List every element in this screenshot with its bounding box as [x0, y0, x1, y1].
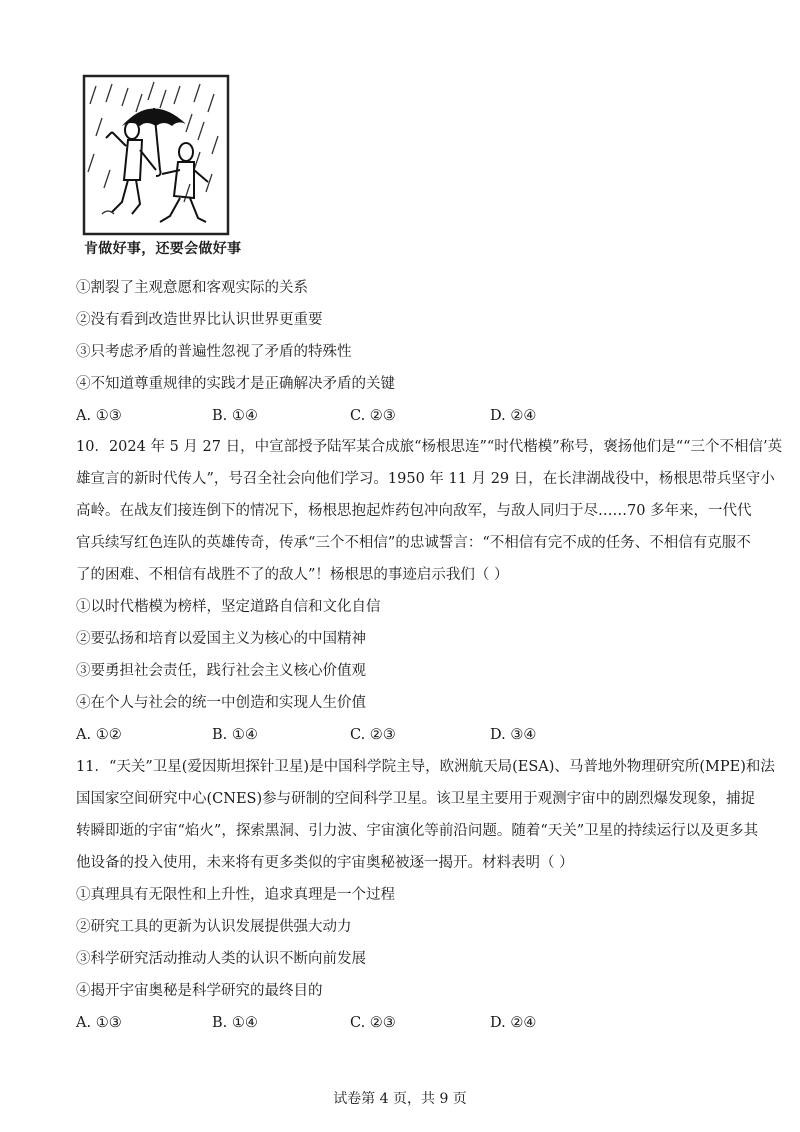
figure-caption: 肯做好事，还要会做好事 [84, 241, 242, 257]
q11-statement-3: ③科学研究活动推动人类的认识不断向前发展 [76, 951, 366, 967]
q11-stem-line-2: 国国家空间研究中心(CNES)参与研制的空间科学卫星。该卫星主要用于观测宇宙中的剧烈爆发现象，捕捉 [76, 791, 756, 807]
q9-choice-b[interactable]: B. ①④ [212, 408, 258, 424]
q10-statement-3: ③要勇担社会责任，践行社会主义核心价值观 [76, 663, 366, 679]
q10-stem-line-4: 官兵续写红色连队的英雄传奇，传承“三个不相信”的忠诚誓言：“不相信有完不成的任务、不相信有克服不 [76, 535, 751, 551]
q11-statement-2: ②研究工具的更新为认识发展提供强大动力 [76, 919, 352, 935]
q11-stem-line-4: 他设备的投入使用，未来将有更多类似的宇宙奥秘被逐一揭开。材料表明（ ） [76, 855, 574, 871]
q10-stem-line-5: 了的困难、不相信有战胜不了的敌人”！杨根思的事迹启示我们（ ） [76, 567, 509, 583]
q10-choice-b[interactable]: B. ①④ [212, 727, 258, 743]
q11-choice-b[interactable]: B. ①④ [212, 1015, 258, 1031]
q10-choice-d[interactable]: D. ③④ [490, 727, 537, 743]
q9-choice-c[interactable]: C. ②③ [350, 408, 396, 424]
q9-statement-4: ④不知道尊重规律的实践才是正确解决矛盾的关键 [76, 376, 395, 392]
q10-stem-line-3: 高岭。在战友们接连倒下的情况下，杨根思抱起炸药包冲向敌军，与敌人同归于尽……70 多年来，一代代 [76, 503, 752, 519]
q11-statement-4: ④揭开宇宙奥秘是科学研究的最终目的 [76, 983, 323, 999]
q10-choice-a[interactable]: A. ①② [76, 727, 122, 743]
q9-statement-2: ②没有看到改造世界比认识世界更重要 [76, 312, 323, 328]
q10-statement-4: ④在个人与社会的统一中创造和实现人生价值 [76, 695, 366, 711]
q11-choice-a[interactable]: A. ①③ [76, 1015, 122, 1031]
page-footer: 试卷第 4 页，共 9 页 [333, 1091, 467, 1107]
q11-statement-1: ①真理具有无限性和上升性，追求真理是一个过程 [76, 887, 395, 903]
q11-stem-line-1: 11．“天关”卫星(爱因斯坦探针卫星)是中国科学院主导，欧洲航天局(ESA)、马普地外物理研究所(MPE)和法 [76, 759, 775, 775]
q10-stem-line-2: 雄宣言的新时代传人”，号召全社会向他们学习。1950 年 11 月 29 日，在长津湖战役中，杨根思带兵坚守小 [76, 471, 775, 487]
q10-choice-c[interactable]: C. ②③ [350, 727, 396, 743]
q9-statement-1: ①割裂了主观意愿和客观实际的关系 [76, 280, 308, 296]
cartoon-umbrella-illustration [82, 74, 230, 236]
q10-stem-line-1: 10．2024 年 5 月 27 日，中宣部授予陆军某合成旅“杨根思连”“时代楷模”称号，褒扬他们是““三个不相信’英 [76, 439, 783, 455]
q11-stem-line-3: 转瞬即逝的宇宙“焰火”，探索黑洞、引力波、宇宙演化等前沿问题。随着“天关”卫星的持续运行以及更多其 [76, 823, 759, 839]
q9-statement-3: ③只考虑矛盾的普遍性忽视了矛盾的特殊性 [76, 344, 352, 360]
q9-choice-d[interactable]: D. ②④ [490, 408, 537, 424]
q10-statement-2: ②要弘扬和培育以爱国主义为核心的中国精神 [76, 631, 366, 647]
q10-statement-1: ①以时代楷模为榜样，坚定道路自信和文化自信 [76, 599, 381, 615]
q11-choice-c[interactable]: C. ②③ [350, 1015, 396, 1031]
q11-choice-d[interactable]: D. ②④ [490, 1015, 537, 1031]
q9-choice-a[interactable]: A. ①③ [76, 408, 122, 424]
